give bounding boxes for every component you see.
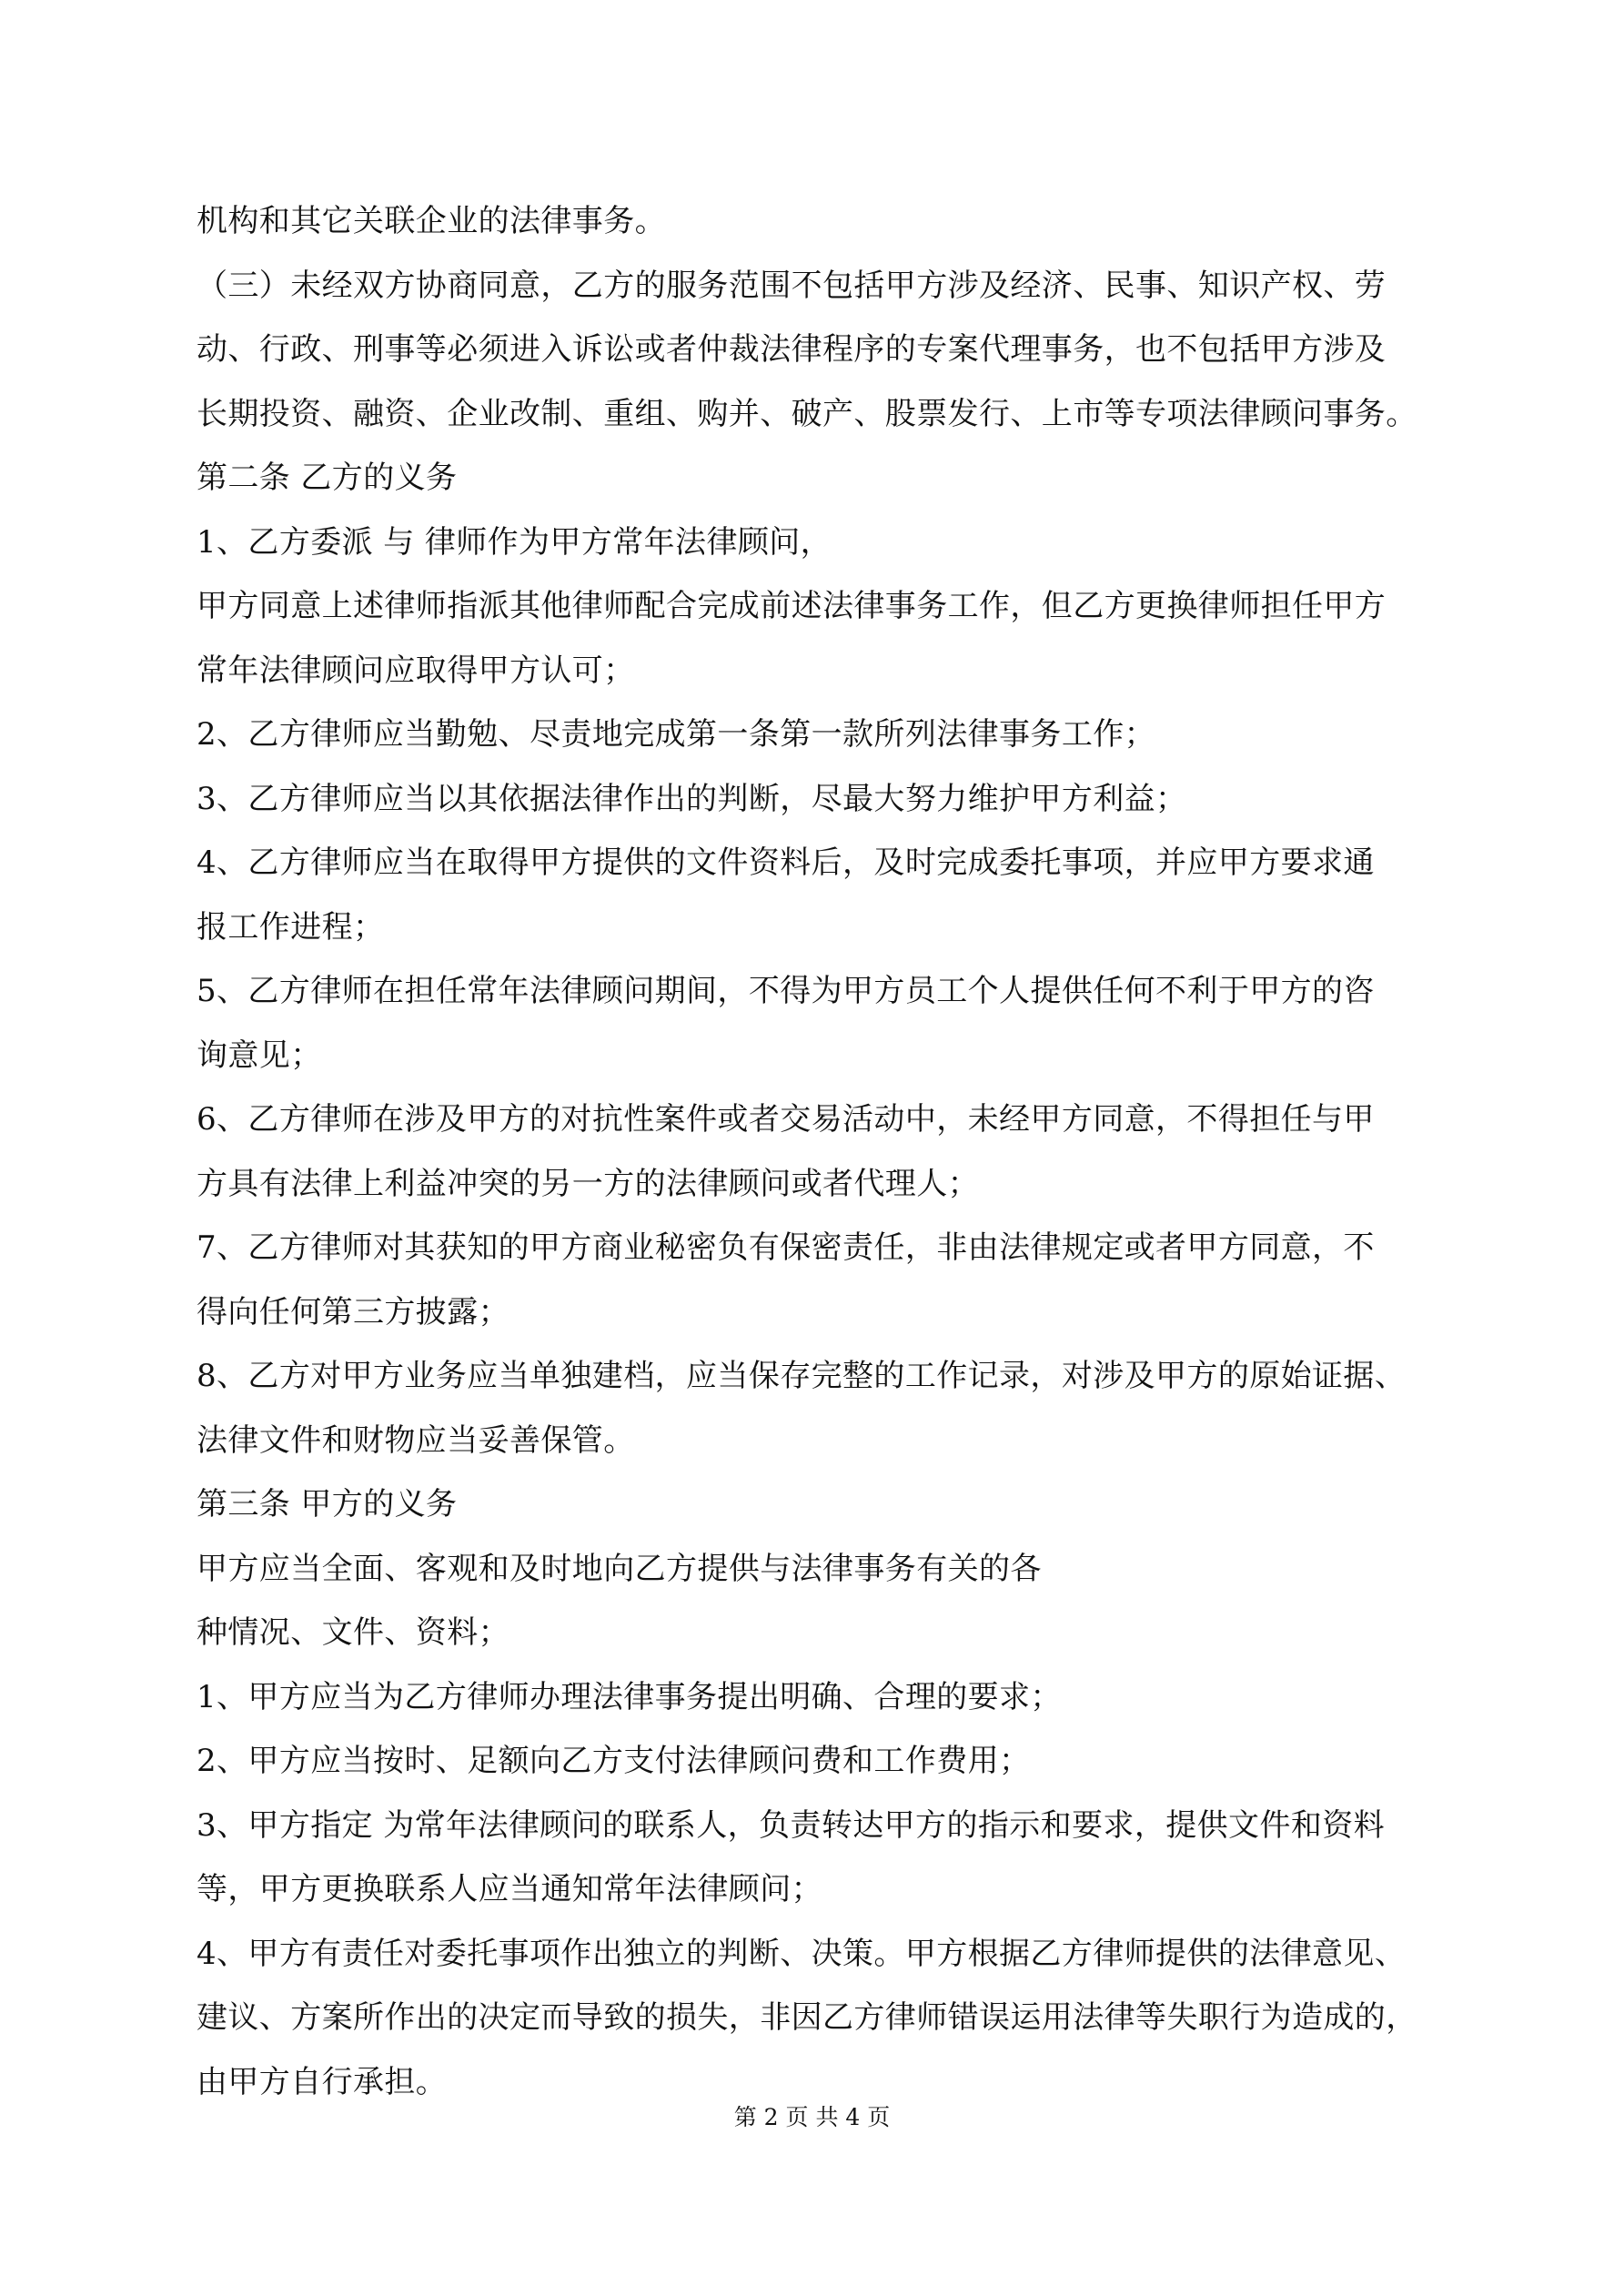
text-line: 4、甲方有责任对委托事项作出独立的判断、决策。甲方根据乙方律师提供的法律意见、 <box>197 1935 1407 1972</box>
text-line: 由甲方自行承担。 <box>197 2063 448 2100</box>
text-line: （三）未经双方协商同意，乙方的服务范围不包括甲方涉及经济、民事、知识产权、劳 <box>197 267 1387 304</box>
section-heading: 第二条 乙方的义务 <box>197 460 458 496</box>
page-number-footer: 第 2 页 共 4 页 <box>733 2104 891 2130</box>
text-line: 6、乙方律师在涉及甲方的对抗性案件或者交易活动中，未经甲方同意，不得担任与甲 <box>197 1101 1375 1138</box>
text-line: 得向任何第三方披露； <box>197 1293 509 1330</box>
document-body <box>197 189 1470 2114</box>
text-line: 3、乙方律师应当以其依据法律作出的判断，尽最大努力维护甲方利益； <box>197 780 1187 817</box>
text-line: 机构和其它关联企业的法律事务。 <box>197 203 666 239</box>
text-line: 法律文件和财物应当妥善保管。 <box>197 1421 635 1459</box>
text-line: 种情况、文件、资料； <box>197 1614 509 1651</box>
text-line: 动、行政、刑事等必须进入诉讼或者仲裁法律程序的专案代理事务，也不包括甲方涉及 <box>197 331 1387 368</box>
text-line: 等，甲方更换联系人应当通知常年法律顾问； <box>197 1871 822 1907</box>
text-line: 方具有法律上利益冲突的另一方的法律顾问或者代理人； <box>197 1165 979 1202</box>
text-line: 1、甲方应当为乙方律师办理法律事务提出明确、合理的要求； <box>197 1678 1062 1715</box>
text-line: 1、乙方委派 与 律师作为甲方常年法律顾问， <box>197 523 832 561</box>
text-line: 报工作进程； <box>197 908 385 946</box>
text-line: 常年法律顾问应取得甲方认可； <box>197 652 635 689</box>
text-line: 4、乙方律师应当在取得甲方提供的文件资料后，及时完成委托事项，并应甲方要求通 <box>197 845 1375 881</box>
text-line: 5、乙方律师在担任常年法律顾问期间，不得为甲方员工个人提供任何不利于甲方的咨 <box>197 973 1375 1009</box>
text-line: 甲方应当全面、客观和及时地向乙方提供与法律事务有关的各 <box>197 1550 1042 1587</box>
text-line: 建议、方案所作出的决定而导致的损失，非因乙方律师错误运用法律等失职行为造成的， <box>197 1999 1417 2036</box>
section-heading: 第三条 甲方的义务 <box>197 1486 458 1522</box>
text-line: 询意见； <box>197 1037 322 1074</box>
text-line: 2、甲方应当按时、足额向乙方支付法律顾问费和工作费用； <box>197 1743 1031 1779</box>
text-line: 3、甲方指定 为常年法律顾问的联系人，负责转达甲方的指示和要求，提供文件和资料 <box>197 1806 1386 1844</box>
text-line: 甲方同意上述律师指派其他律师配合完成前述法律事务工作，但乙方更换律师担任甲方 <box>197 588 1387 624</box>
text-line: 7、乙方律师对其获知的甲方商业秘密负有保密责任，非由法律规定或者甲方同意，不 <box>197 1229 1375 1266</box>
text-line: 长期投资、融资、企业改制、重组、购并、破产、股票发行、上市等专项法律顾问事务。 <box>197 395 1417 432</box>
text-line: 8、乙方对甲方业务应当单独建档，应当保存完整的工作记录，对涉及甲方的原始证据、 <box>197 1358 1407 1394</box>
text-line: 2、乙方律师应当勤勉、尽责地完成第一条第一款所列法律事务工作； <box>197 716 1156 753</box>
